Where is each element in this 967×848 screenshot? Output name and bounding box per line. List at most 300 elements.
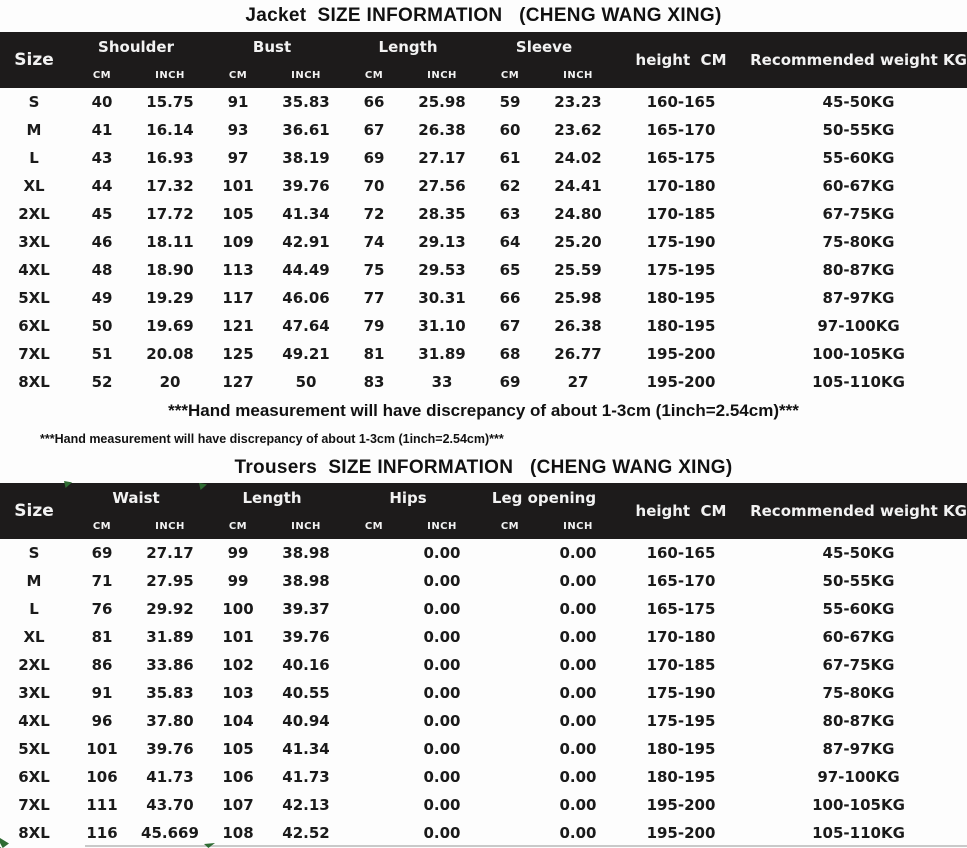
size-cell: XL: [23, 628, 45, 646]
column-header-leg-opening: Leg opening: [476, 483, 612, 513]
measurement-cell: 0.00: [559, 796, 597, 814]
measurement-cell: 28.35: [418, 205, 466, 223]
measurement-cell: 43.70: [146, 796, 194, 814]
column-header-length-inch: INCH: [272, 513, 340, 539]
measurement-cell: 106: [86, 768, 118, 786]
height-range-cell: 165-175: [646, 600, 716, 618]
measurement-cell: 27.95: [146, 572, 194, 590]
column-header-waist: Waist: [68, 483, 204, 513]
column-header-waist-cm: CM: [68, 513, 136, 539]
measurement-cell: 117: [222, 289, 254, 307]
measurement-cell: [340, 791, 408, 819]
weight-range-cell: 100-105KG: [812, 345, 905, 363]
measurement-cell: 19.69: [146, 317, 194, 335]
measurement-cell: 65: [499, 261, 521, 279]
measurement-cell: 29.13: [418, 233, 466, 251]
measurement-cell: 93: [227, 121, 249, 139]
column-header-bust-inch: INCH: [272, 62, 340, 88]
measurement-cell: 24.80: [554, 205, 602, 223]
measurement-cell: 37.80: [146, 712, 194, 730]
measurement-cell: 42.13: [282, 796, 330, 814]
measurement-cell: 62: [499, 177, 521, 195]
measurement-cell: 25.98: [554, 289, 602, 307]
measurement-cell: 36.61: [282, 121, 330, 139]
column-header-shoulder: Shoulder: [68, 32, 204, 62]
weight-range-cell: 75-80KG: [822, 684, 895, 702]
weight-range-cell: 50-55KG: [822, 572, 895, 590]
weight-range-cell: 45-50KG: [822, 93, 895, 111]
measurement-cell: 81: [363, 345, 385, 363]
size-cell: L: [29, 600, 39, 618]
measurement-cell: 0.00: [423, 740, 461, 758]
measurement-cell: 42.52: [282, 824, 330, 842]
measurement-cell: 72: [363, 205, 385, 223]
measurement-cell: 121: [222, 317, 254, 335]
measurement-cell: 99: [227, 572, 249, 590]
measurement-cell: [340, 539, 408, 567]
measurement-cell: 27.17: [146, 544, 194, 562]
weight-range-cell: 80-87KG: [822, 261, 895, 279]
measurement-cell: 91: [91, 684, 113, 702]
measurement-cell: 127: [222, 373, 254, 391]
measurement-cell: 0.00: [559, 824, 597, 842]
height-range-cell: 195-200: [646, 345, 716, 363]
measurement-cell: [340, 707, 408, 735]
measurement-cell: 67: [363, 121, 385, 139]
measurement-cell: 105: [222, 740, 254, 758]
measurement-cell: 46.06: [282, 289, 330, 307]
weight-range-cell: 50-55KG: [822, 121, 895, 139]
measurement-cell: 40.94: [282, 712, 330, 730]
weight-range-cell: 105-110KG: [812, 373, 905, 391]
measurement-cell: 60: [499, 121, 521, 139]
measurement-cell: 103: [222, 684, 254, 702]
column-header-weight: Recommended weight KG: [750, 32, 967, 88]
size-row-l: [0, 144, 967, 172]
measurement-cell: 15.75: [146, 93, 194, 111]
measurement-cell: [340, 595, 408, 623]
column-header-sleeve-inch: INCH: [544, 62, 612, 88]
measurement-cell: 106: [222, 768, 254, 786]
measurement-cell: 26.38: [554, 317, 602, 335]
weight-range-cell: 97-100KG: [817, 317, 900, 335]
height-range-cell: 175-195: [646, 712, 716, 730]
size-cell: 3XL: [18, 684, 50, 702]
height-range-cell: 175-195: [646, 261, 716, 279]
size-row-3xl: [0, 228, 967, 256]
measurement-cell: 69: [91, 544, 113, 562]
column-header-sleeve-cm: CM: [476, 62, 544, 88]
size-row-xl: [0, 623, 967, 651]
size-cell: 2XL: [18, 205, 50, 223]
measurement-cell: [476, 539, 544, 567]
measurement-cell: [476, 679, 544, 707]
size-cell: 4XL: [18, 712, 50, 730]
height-range-cell: 195-200: [646, 373, 716, 391]
measurement-cell: [340, 651, 408, 679]
weight-range-cell: 105-110KG: [812, 824, 905, 842]
measurement-cell: 0.00: [423, 712, 461, 730]
measurement-cell: 24.02: [554, 149, 602, 167]
measurement-cell: 77: [363, 289, 385, 307]
measurement-cell: 40: [91, 93, 113, 111]
measurement-cell: 41.73: [146, 768, 194, 786]
measurement-cell: 23.23: [554, 93, 602, 111]
measurement-cell: 74: [363, 233, 385, 251]
measurement-note-large: ***Hand measurement will have discrepancy of about 1-3cm (1inch=2.54cm)***: [168, 401, 799, 420]
column-header-length-cm: CM: [340, 62, 408, 88]
column-header-hips-cm: CM: [340, 513, 408, 539]
column-header-shoulder-cm: CM: [68, 62, 136, 88]
column-header-length: Length: [340, 32, 476, 62]
measurement-cell: [476, 735, 544, 763]
measurement-cell: [476, 567, 544, 595]
size-row-2xl: [0, 651, 967, 679]
measurement-cell: 0.00: [423, 572, 461, 590]
measurement-cell: 50: [91, 317, 113, 335]
size-row-4xl: [0, 256, 967, 284]
measurement-cell: 41.34: [282, 205, 330, 223]
measurement-cell: 0.00: [423, 544, 461, 562]
header-group-row: [0, 483, 967, 513]
measurement-cell: 69: [499, 373, 521, 391]
size-cell: 3XL: [18, 233, 50, 251]
weight-range-cell: 80-87KG: [822, 712, 895, 730]
measurement-cell: 25.98: [418, 93, 466, 111]
jacket-size-table: [0, 32, 967, 396]
height-range-cell: 175-190: [646, 233, 716, 251]
measurement-cell: 67: [499, 317, 521, 335]
size-row-l: [0, 595, 967, 623]
measurement-cell: 104: [222, 712, 254, 730]
measurement-cell: 29.53: [418, 261, 466, 279]
measurement-cell: 102: [222, 656, 254, 674]
measurement-cell: 0.00: [559, 572, 597, 590]
measurement-cell: 31.89: [146, 628, 194, 646]
measurement-cell: 0.00: [423, 628, 461, 646]
measurement-cell: 39.76: [282, 177, 330, 195]
size-cell: 4XL: [18, 261, 50, 279]
table-bottom-border: [85, 845, 967, 847]
size-row-2xl: [0, 200, 967, 228]
size-row-m: [0, 116, 967, 144]
measurement-cell: 16.93: [146, 149, 194, 167]
size-cell: XL: [23, 177, 45, 195]
measurement-cell: 111: [86, 796, 118, 814]
measurement-cell: 49: [91, 289, 113, 307]
size-row-3xl: [0, 679, 967, 707]
size-row-7xl: [0, 791, 967, 819]
measurement-cell: 24.41: [554, 177, 602, 195]
size-cell: M: [26, 121, 42, 139]
column-header-size: Size: [0, 32, 68, 88]
measurement-cell: 43: [91, 149, 113, 167]
measurement-cell: 0.00: [423, 824, 461, 842]
column-header-height: height CM: [612, 483, 750, 539]
column-header-hips-inch: INCH: [408, 513, 476, 539]
measurement-cell: 86: [91, 656, 113, 674]
trousers-size-table: [0, 483, 967, 847]
measurement-cell: 0.00: [559, 768, 597, 786]
measurement-cell: 41.73: [282, 768, 330, 786]
measurement-cell: 100: [222, 600, 254, 618]
trousers-table-title: Trousers SIZE INFORMATION (CHENG WANG XING): [234, 457, 733, 478]
measurement-cell: 18.11: [146, 233, 194, 251]
weight-range-cell: 55-60KG: [822, 600, 895, 618]
column-header-leg-opening-inch: INCH: [544, 513, 612, 539]
weight-range-cell: 97-100KG: [817, 768, 900, 786]
column-header-shoulder-inch: INCH: [136, 62, 204, 88]
height-range-cell: 175-190: [646, 684, 716, 702]
size-row-m: [0, 567, 967, 595]
height-range-cell: 170-180: [646, 177, 716, 195]
column-header-hips: Hips: [340, 483, 476, 513]
measurement-cell: 31.10: [418, 317, 466, 335]
measurement-cell: 27: [567, 373, 589, 391]
height-range-cell: 170-185: [646, 205, 716, 223]
measurement-cell: 46: [91, 233, 113, 251]
size-row-6xl: [0, 312, 967, 340]
measurement-cell: [476, 707, 544, 735]
measurement-cell: 45.669: [141, 824, 199, 842]
measurement-cell: 101: [86, 740, 118, 758]
size-row-s: [0, 539, 967, 567]
measurement-cell: 68: [499, 345, 521, 363]
measurement-cell: 0.00: [423, 684, 461, 702]
measurement-cell: 116: [86, 824, 118, 842]
measurement-cell: 0.00: [559, 684, 597, 702]
measurement-cell: 44: [91, 177, 113, 195]
measurement-cell: 26.77: [554, 345, 602, 363]
column-header-height: height CM: [612, 32, 750, 88]
weight-range-cell: 67-75KG: [822, 656, 895, 674]
height-range-cell: 170-185: [646, 656, 716, 674]
height-range-cell: 180-195: [646, 289, 716, 307]
measurement-cell: 96: [91, 712, 113, 730]
measurement-cell: 66: [499, 289, 521, 307]
measurement-cell: 79: [363, 317, 385, 335]
measurement-cell: 41: [91, 121, 113, 139]
height-range-cell: 180-195: [646, 740, 716, 758]
size-row-xl: [0, 172, 967, 200]
measurement-cell: 91: [227, 93, 249, 111]
measurement-cell: 44.49: [282, 261, 330, 279]
measurement-cell: 75: [363, 261, 385, 279]
measurement-cell: 0.00: [423, 768, 461, 786]
measurement-cell: 69: [363, 149, 385, 167]
weight-range-cell: 45-50KG: [822, 544, 895, 562]
measurement-cell: 17.72: [146, 205, 194, 223]
measurement-cell: 20: [159, 373, 181, 391]
size-cell: S: [28, 93, 40, 111]
measurement-cell: [476, 763, 544, 791]
measurement-cell: 59: [499, 93, 521, 111]
height-range-cell: 165-170: [646, 572, 716, 590]
measurement-cell: 38.98: [282, 572, 330, 590]
measurement-cell: 0.00: [559, 656, 597, 674]
weight-range-cell: 75-80KG: [822, 233, 895, 251]
column-header-bust: Bust: [204, 32, 340, 62]
height-range-cell: 180-195: [646, 768, 716, 786]
measurement-cell: 70: [363, 177, 385, 195]
measurement-cell: 0.00: [559, 712, 597, 730]
measurement-cell: 29.92: [146, 600, 194, 618]
measurement-cell: 47.64: [282, 317, 330, 335]
size-cell: 6XL: [18, 768, 50, 786]
measurement-cell: 40.55: [282, 684, 330, 702]
size-cell: 6XL: [18, 317, 50, 335]
size-cell: S: [28, 544, 40, 562]
height-range-cell: 165-170: [646, 121, 716, 139]
measurement-cell: [476, 791, 544, 819]
measurement-cell: 19.29: [146, 289, 194, 307]
height-range-cell: 160-165: [646, 93, 716, 111]
size-row-6xl: [0, 763, 967, 791]
measurement-cell: 17.32: [146, 177, 194, 195]
measurement-cell: 27.56: [418, 177, 466, 195]
size-row-7xl: [0, 340, 967, 368]
size-row-4xl: [0, 707, 967, 735]
measurement-cell: 18.90: [146, 261, 194, 279]
measurement-cell: 0.00: [559, 740, 597, 758]
measurement-cell: 35.83: [146, 684, 194, 702]
size-cell: L: [29, 149, 39, 167]
measurement-cell: 99: [227, 544, 249, 562]
measurement-cell: [476, 819, 544, 847]
measurement-cell: 49.21: [282, 345, 330, 363]
measurement-cell: [476, 595, 544, 623]
measurement-cell: 35.83: [282, 93, 330, 111]
measurement-cell: 45: [91, 205, 113, 223]
measurement-cell: 109: [222, 233, 254, 251]
weight-range-cell: 87-97KG: [822, 740, 895, 758]
jacket-table-title: Jacket SIZE INFORMATION (CHENG WANG XING): [245, 5, 722, 26]
measurement-cell: 30.31: [418, 289, 466, 307]
measurement-cell: [340, 735, 408, 763]
weight-range-cell: 100-105KG: [812, 796, 905, 814]
measurement-cell: 61: [499, 149, 521, 167]
measurement-cell: 38.98: [282, 544, 330, 562]
measurement-cell: [340, 567, 408, 595]
measurement-cell: 27.17: [418, 149, 466, 167]
measurement-cell: [340, 623, 408, 651]
measurement-cell: 33.86: [146, 656, 194, 674]
measurement-cell: 20.08: [146, 345, 194, 363]
measurement-cell: 0.00: [559, 628, 597, 646]
measurement-cell: 23.62: [554, 121, 602, 139]
weight-range-cell: 60-67KG: [822, 628, 895, 646]
measurement-cell: 51: [91, 345, 113, 363]
size-cell: M: [26, 572, 42, 590]
column-header-waist-inch: INCH: [136, 513, 204, 539]
measurement-cell: 108: [222, 824, 254, 842]
size-row-8xl: [0, 819, 967, 847]
size-row-8xl: [0, 368, 967, 396]
measurement-cell: 63: [499, 205, 521, 223]
column-header-length: Length: [204, 483, 340, 513]
size-cell: 7XL: [18, 345, 50, 363]
measurement-cell: 83: [363, 373, 385, 391]
height-range-cell: 165-175: [646, 149, 716, 167]
measurement-cell: 101: [222, 628, 254, 646]
measurement-cell: 0.00: [423, 656, 461, 674]
size-cell: 2XL: [18, 656, 50, 674]
measurement-cell: [476, 651, 544, 679]
measurement-cell: 0.00: [559, 600, 597, 618]
column-header-leg-opening-cm: CM: [476, 513, 544, 539]
measurement-cell: 25.20: [554, 233, 602, 251]
measurement-cell: [340, 679, 408, 707]
measurement-cell: 25.59: [554, 261, 602, 279]
height-range-cell: 180-195: [646, 317, 716, 335]
size-row-s: [0, 88, 967, 116]
measurement-note-small: ***Hand measurement will have discrepancy of about 1-3cm (1inch=2.54cm)***: [40, 432, 504, 446]
measurement-cell: 0.00: [423, 796, 461, 814]
height-range-cell: 195-200: [646, 824, 716, 842]
measurement-cell: 42.91: [282, 233, 330, 251]
measurement-cell: 33: [431, 373, 453, 391]
measurement-cell: 41.34: [282, 740, 330, 758]
measurement-cell: [476, 623, 544, 651]
column-header-bust-cm: CM: [204, 62, 272, 88]
column-header-size: Size: [0, 483, 68, 539]
measurement-cell: 31.89: [418, 345, 466, 363]
weight-range-cell: 60-67KG: [822, 177, 895, 195]
measurement-cell: [340, 819, 408, 847]
weight-range-cell: 55-60KG: [822, 149, 895, 167]
measurement-cell: 97: [227, 149, 249, 167]
measurement-cell: 71: [91, 572, 113, 590]
measurement-cell: 125: [222, 345, 254, 363]
size-cell: 8XL: [18, 373, 50, 391]
measurement-cell: 66: [363, 93, 385, 111]
measurement-cell: 0.00: [559, 544, 597, 562]
measurement-cell: 81: [91, 628, 113, 646]
measurement-cell: [340, 763, 408, 791]
measurement-cell: 105: [222, 205, 254, 223]
measurement-cell: 16.14: [146, 121, 194, 139]
weight-range-cell: 67-75KG: [822, 205, 895, 223]
measurement-cell: 0.00: [423, 600, 461, 618]
measurement-cell: 107: [222, 796, 254, 814]
measurement-cell: 39.76: [282, 628, 330, 646]
size-cell: 5XL: [18, 740, 50, 758]
size-row-5xl: [0, 735, 967, 763]
height-range-cell: 170-180: [646, 628, 716, 646]
measurement-cell: 40.16: [282, 656, 330, 674]
measurement-cell: 48: [91, 261, 113, 279]
measurement-cell: 39.37: [282, 600, 330, 618]
measurement-cell: 76: [91, 600, 113, 618]
header-group-row: [0, 32, 967, 62]
weight-range-cell: 87-97KG: [822, 289, 895, 307]
measurement-cell: 50: [295, 373, 317, 391]
size-cell: 7XL: [18, 796, 50, 814]
column-header-weight: Recommended weight KG: [750, 483, 967, 539]
height-range-cell: 195-200: [646, 796, 716, 814]
measurement-cell: 52: [91, 373, 113, 391]
size-cell: 5XL: [18, 289, 50, 307]
measurement-cell: 26.38: [418, 121, 466, 139]
measurement-cell: 113: [222, 261, 254, 279]
size-row-5xl: [0, 284, 967, 312]
measurement-cell: 38.19: [282, 149, 330, 167]
measurement-cell: 101: [222, 177, 254, 195]
column-header-sleeve: Sleeve: [476, 32, 612, 62]
column-header-length-cm: CM: [204, 513, 272, 539]
measurement-cell: 64: [499, 233, 521, 251]
size-cell: 8XL: [18, 824, 50, 842]
